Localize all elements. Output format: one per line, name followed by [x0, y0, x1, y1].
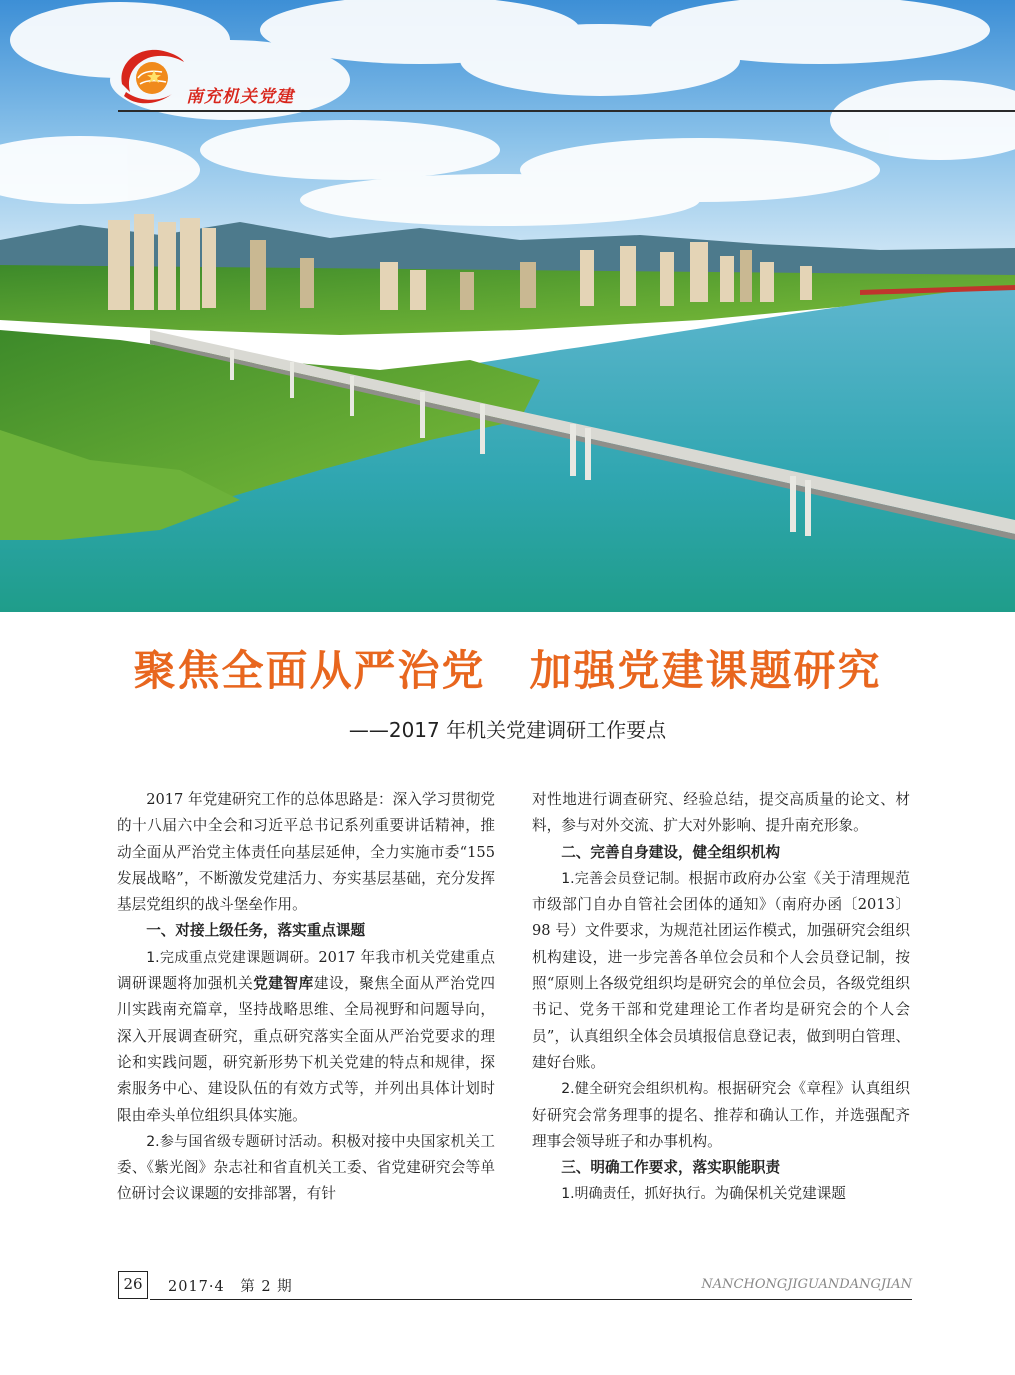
- item-5-lead: 1.明确责任，抓好执行。: [561, 1186, 715, 1203]
- running-title: NANCHONGJIGUANDANGJIAN: [701, 1277, 912, 1292]
- continued-paragraph: 对性地进行调查研究、经验总结，提交高质量的论文、材料，参与对外交流、扩大对外影响、提升南充形象。: [532, 791, 910, 835]
- right-column: [532, 787, 910, 1208]
- item-3-paragraph: [532, 866, 910, 1076]
- masthead-rule: [118, 110, 1015, 112]
- item-3-lead: 1.完善会员登记制。: [561, 870, 689, 887]
- item-4-paragraph: [532, 1076, 910, 1155]
- item-1-lead: 1.完成重点党建课题调研。: [146, 949, 319, 966]
- footer-rule: [150, 1299, 912, 1300]
- item-4-text: 根据研究会《章程》认真组织好研究会常务理事的提名、推荐和确认工作，并选强配齐理事会领导班子和办事机构。: [532, 1080, 910, 1150]
- article-subtitle: ——2017 年机关党建调研工作要点: [348, 718, 667, 742]
- section-heading-3: 三、明确工作要求，落实职能职责: [561, 1159, 781, 1177]
- item-2-paragraph: [117, 1129, 495, 1208]
- section-heading-1: 一、对接上级任务，落实重点课题: [146, 922, 366, 940]
- article-headline: 聚焦全面从严治党 加强党建课题研究: [133, 646, 882, 695]
- item-1-text-strong: 党建智库: [253, 975, 314, 993]
- item-5-paragraph: [532, 1181, 910, 1207]
- item-2-lead: 2.参与国省级专题研讨活动。: [146, 1133, 332, 1150]
- section-heading-2: 二、完善自身建设，健全组织机构: [561, 843, 781, 861]
- item-1-text-a: 2017 年我市机关党建重点调研课题将加强机关: [117, 948, 496, 993]
- item-5-text: 为确保机关党建课题: [714, 1185, 846, 1203]
- issue-label: 2017·4 第 2 期: [168, 1279, 293, 1295]
- left-column: [117, 787, 495, 1208]
- item-1-paragraph: [117, 945, 495, 1129]
- intro-paragraph: 2017 年党建研究工作的总体思路是：深入学习贯彻党的十八届六中全会和习近平总书记系列重要讲话精神，推动全面从严治党主体责任向基层延伸，全力实施市委“155 发展战略”，不断激发党建活力、夯实基层基础，充分发挥基层党组织的战斗堡垒作用。: [117, 791, 495, 914]
- item-4-lead: 2.健全研究会组织机构。: [561, 1081, 718, 1098]
- masthead-title: 南充机关党建: [186, 87, 294, 107]
- page-number: 26: [118, 1271, 148, 1299]
- item-1-text-b: 建设，聚焦全面从严治党四川实践南充篇章，坚持战略思维、全局视野和问题导向，深入开展调查研究，重点研究落实全面从严治党要求的理论和实践问题，研究新形势下机关党建的特点和规律，探索服务中心、建设队伍的有效方式等，并列出具体计划时限由牵头单位组织具体实施。: [117, 975, 495, 1124]
- item-3-text: 根据市政府办公室《关于清理规范市级部门自办自管社会团体的通知》（南府办函〔2013〕98 号）文件要求，为规范社团运作模式，加强研究会组织机构建设，进一步完善各单位会员和个人会员登记制，按照“原则上各级党组织均是研究会的单位会员，各级党组织书记、党务干部和党建理论工作者均是研究会的个人会员”，认真组织全体会员填报信息登记表，做到明白管理、建好台账。: [532, 869, 910, 1071]
- red-globe-star-logo-icon: [116, 44, 186, 110]
- item-2-text: 积极对接中央国家机关工委、《紫光阁》杂志社和省直机关工委、省党建研究会等单位研讨会议课题的安排部署，有针: [117, 1132, 495, 1203]
